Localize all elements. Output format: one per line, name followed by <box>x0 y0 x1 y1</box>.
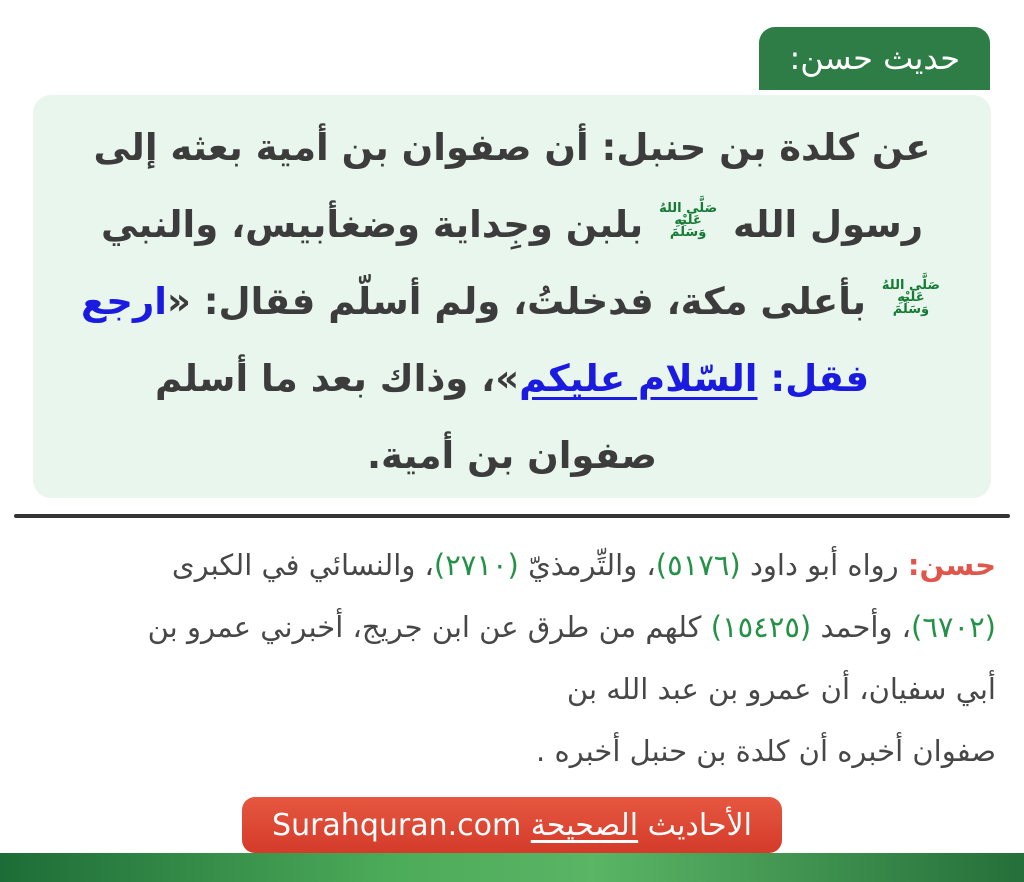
footer-bar <box>0 853 1024 882</box>
takhrij-line4: صفوان أخبره أن كلدة بن حنبل أخبره . <box>536 734 996 768</box>
hadith-number-tirmidhi: (٢٧١٠) <box>433 548 519 582</box>
hadith-number-nasai: (٦٧٠٢) <box>911 610 996 644</box>
grade-badge-label: حديث حسن: <box>789 39 960 77</box>
hadith-highlight-irjaa: ارجع <box>81 280 167 323</box>
takhrij-seg2: ، والتِّرمذيّ <box>518 548 656 582</box>
hadith-text-box <box>33 95 991 498</box>
banner-title-underlined: الصحيحة <box>530 807 639 843</box>
hadith-number-abudawud: (٥١٧٦) <box>655 548 741 582</box>
banner-separator <box>521 808 531 843</box>
hadith-line2-pre: رسول الله <box>720 203 924 246</box>
banner-title-part1: الأحاديث <box>638 807 752 843</box>
takhrij-paragraph <box>28 534 996 782</box>
hadith-line1: عن كلدة بن حنبل: أن صفوان بن أمية بعثه إلى <box>93 126 931 169</box>
hadith-line5: صفوان بن أمية. <box>367 434 657 477</box>
site-name: Surahquran.com <box>272 807 522 843</box>
takhrij-seg3: ، والنسائي في الكبرى <box>171 548 434 582</box>
takhrij-seg5: كلهم من طرق عن ابن جريج، أخبرني عمرو بن <box>147 610 711 644</box>
salla-allahu-alayhi-wasallam-icon: صَلَّى اللهُ عَلَيْهِ وَسَلَّمَ <box>659 200 718 240</box>
takhrij-line3: أبي سفيان، أن عمرو بن عبد الله بن <box>566 672 996 706</box>
hadith-highlight-salam: السّلام عليكم <box>519 357 758 400</box>
hadith-line3-pre: بأعلى مكة، فدخلتُ، ولم أسلّم فقال: « <box>166 280 879 323</box>
hadith-number-ahmad: (١٥٤٢٥) <box>710 610 812 644</box>
hadith-highlight-faqul: فقل: <box>757 357 870 400</box>
site-banner <box>242 797 782 853</box>
hadith-line4-post: »، وذاك بعد ما أسلم <box>154 357 520 400</box>
hadith-text <box>61 109 963 494</box>
section-divider <box>14 514 1010 518</box>
grade-badge <box>759 27 990 90</box>
hadith-line2-post: بلبن وجِداية وضغأبيس، والنبي <box>100 203 657 246</box>
grade-word: حسن: <box>907 548 996 582</box>
salla-allahu-alayhi-wasallam-icon: صَلَّى اللهُ عَلَيْهِ وَسَلَّمَ <box>881 277 940 317</box>
takhrij-seg1: رواه أبو داود <box>740 548 908 582</box>
takhrij-seg4: ، وأحمد <box>811 610 912 644</box>
